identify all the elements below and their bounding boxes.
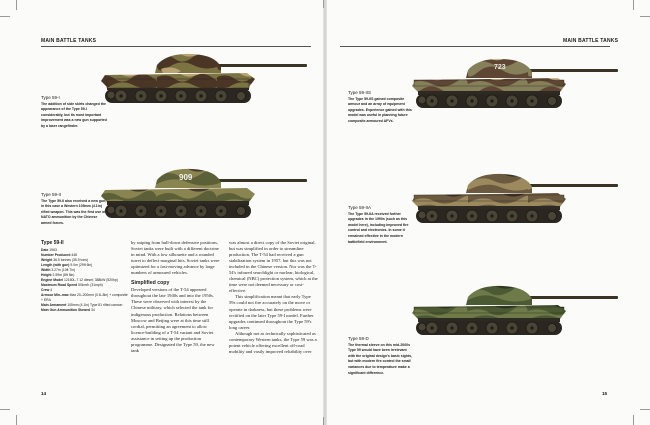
spec-label: Date [41, 248, 49, 252]
spec-label: Main Armament [41, 303, 67, 307]
spec-value: Max 20–200mm (0.8–8in) + composite + ERA [41, 293, 128, 302]
spec-value: 36.5 tonnes (35.9 tons) [52, 258, 89, 262]
body-paragraph: by sniping from hull-down defensive positions, Soviet tanks were built with a different doctrine in mind. With a low silhouette and a rounded turret to deflect marginal hits, Soviet tanks were optimized for a fast-moving advance by large numbers of armoured vehicles. [131, 240, 220, 276]
spec-label: Crew [41, 288, 50, 292]
caption-body: The Type 59-IIA received further upgrades in the 1990s (such as this model here), including improved fire control and electronics. In some it remained effective in the modern battlefield environment. [348, 211, 409, 244]
body-paragraph: This simplification meant that early Type 59s could not fire accurately on the move or operate in darkness, but these problems were rectified on the later Type 59-I model. Further upgrades continued throughout the Type 59's long career. [229, 294, 314, 330]
spec-label: Width [41, 268, 51, 272]
type-59-i-illustration [97, 53, 313, 113]
caption-title: Type 59-I [41, 95, 60, 100]
header-rule-right [340, 46, 610, 47]
body-paragraph: Although not as technically sophisticated as contemporary Western tanks, the Type 59 was a potent vehicle offering excellent off-road mobility and vastly improved reliability over [229, 330, 317, 354]
turret-number: 909 [179, 173, 193, 182]
header-rule-left [41, 46, 311, 47]
type-59-d-illustration [408, 285, 624, 345]
spec-label: Armour Min–max [41, 293, 69, 297]
spec-value: 105mm (4.1in) Type 81 rifled cannon [66, 303, 123, 307]
spec-table [41, 241, 129, 313]
caption-title: Type 59-D [348, 336, 369, 341]
crop-mark [0, 16, 10, 17]
body-paragraph: was almost a direct copy of the Soviet original, but was simplified in order to streamline production. The T-54 had received a gun stabilization system in 1957, but this was not included in the Chinese version. Nor was the T-54's infrared searchlight or nuclear, biological, chemical (NBC) protection system, which at the time were not deemed necessary or cost-effective. [229, 240, 318, 294]
spec-value: 34 [90, 308, 95, 312]
crop-mark [16, 0, 17, 10]
spec-rows [41, 248, 129, 313]
crop-mark [323, 417, 324, 425]
spec-value: 448 [70, 253, 77, 257]
spec-row [41, 293, 129, 303]
section-heading: Simplified copy [131, 280, 170, 287]
caption-body: The addition of side skirts changed the appearance of the Type 59-I considerably, but its most important improvement was a new gun supported by a laser rangefinder. [41, 101, 107, 128]
crop-mark [633, 415, 634, 425]
caption-type-59-d [348, 336, 414, 376]
caption-title: Type 59-II [41, 192, 62, 197]
crop-mark [633, 0, 634, 10]
crop-mark [16, 415, 17, 425]
crop-mark [0, 409, 10, 410]
crop-mark [640, 409, 650, 410]
caption-body: The Type 59-IIS gained composite armour and an array of equipment upgrades. Experience gained with this model was useful in planning future composite-armoured AFVs. [348, 96, 412, 123]
type-59-iia-illustration [408, 173, 624, 233]
crop-mark [323, 0, 324, 8]
spec-label: Length (with gun) [41, 263, 70, 267]
spec-value: 4 [49, 288, 53, 292]
caption-type-59-i [41, 95, 107, 130]
spec-label: Main Gun Ammunition Stowed [41, 308, 91, 312]
gutter [323, 0, 327, 425]
turret-number: 723 [494, 64, 506, 71]
caption-body: The thermal sleeve on this mid-2000s Type 59 would have been irrelevant with the original design's basic sights, but with modern fire control the small variances due to temperature make a significant difference. [348, 342, 413, 375]
caption-type-59-iia [348, 205, 414, 245]
caption-type-59-iis [348, 90, 414, 125]
crop-mark [640, 16, 650, 17]
type-59-ii-illustration [97, 168, 313, 228]
spec-label: Maximum Road Speed [41, 283, 78, 287]
spec-value: 50km/h (31mph) [77, 283, 103, 287]
spec-label: Height [41, 273, 52, 277]
spec-value: 12150L-7 12 diesel; 388kW (520hp) [63, 278, 118, 282]
caption-type-59-ii [41, 192, 107, 227]
page-number-right: 15 [602, 391, 608, 396]
spec-label: Weight [41, 258, 53, 262]
spec-label: Number Produced [41, 253, 71, 257]
running-head-right: MAIN BATTLE TANKS [563, 38, 619, 44]
page-number-left: 14 [41, 391, 47, 396]
spec-row [41, 308, 129, 313]
spec-value: 1963 [48, 248, 57, 252]
running-head-left: MAIN BATTLE TANKS [41, 38, 97, 44]
caption-title: Type 59-IIA [348, 205, 372, 210]
body-paragraph: Developed versions of the T-54 appeared throughout the late 1940s and into the 1950s. These were observed with interest by the Chinese military, which selected the tank for indigenous production. Relations between Moscow and Beijing were at this time still cordial, permitting an agreement to allow licence-building of a T-54 variant and Soviet assistance in setting up the production programme. Designated the Type 59, the new tank [131, 287, 215, 353]
spec-label: Engine Model [41, 278, 64, 282]
caption-title: Type 59-IIS [348, 90, 372, 95]
body-column-2 [229, 240, 318, 355]
type-59-iis-illustration [408, 58, 624, 118]
body-column-1 [131, 240, 220, 354]
spec-value: 3.27m (10ft 7in) [50, 268, 76, 272]
spec-value: 2.59m (8ft 5in) [51, 273, 75, 277]
spec-title: Type 59-II [41, 240, 64, 246]
spec-value: 9.0m (29ft 6in) [69, 263, 93, 267]
caption-body: The Type 59-II also received a new gun, in this case a Western 105mm (4.1in) rifled weapon. This was the first use of NATO ammunition by the Chinese armed forces. [41, 198, 107, 225]
